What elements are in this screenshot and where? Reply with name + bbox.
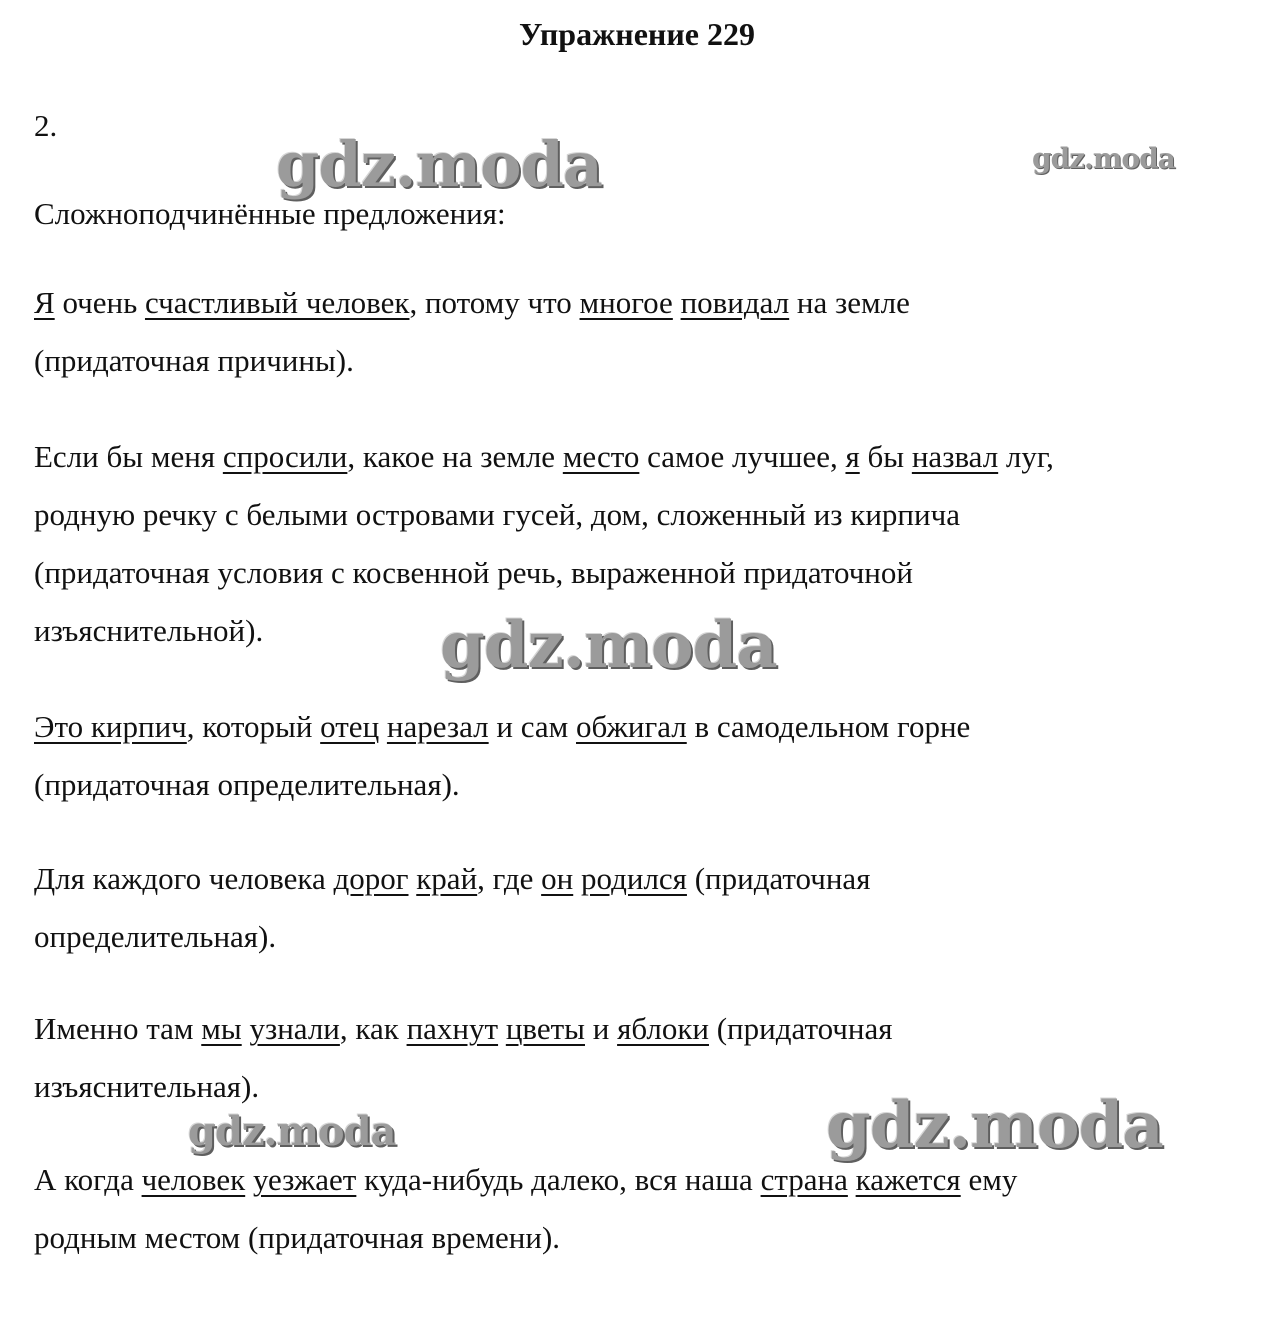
underlined-word: многое: [579, 285, 673, 320]
text-segment: [848, 1162, 856, 1197]
text-segment: [673, 285, 681, 320]
text-segment: (придаточная определительная).: [34, 767, 460, 802]
text-line: [34, 698, 1234, 756]
underlined-word: он: [541, 861, 574, 896]
text-line: [34, 274, 1234, 332]
text-line: [34, 850, 1234, 908]
text-segment: куда-нибудь далеко, вся наша: [356, 1162, 761, 1197]
text-segment: [245, 1162, 253, 1197]
text-line: [34, 1058, 1234, 1116]
underlined-word: пахнут: [406, 1011, 499, 1046]
text-segment: , как: [339, 1011, 407, 1046]
text-segment: и: [585, 1011, 618, 1046]
underlined-word: Я: [34, 285, 55, 320]
text-line: [34, 544, 1234, 602]
underlined-word: кажется: [855, 1162, 961, 1197]
underlined-word: счастливый человек: [144, 285, 410, 320]
underlined-word: отец: [320, 709, 380, 744]
watermark-logo: gdz.moda: [1032, 142, 1175, 175]
exercise-title: Упражнение 229: [518, 16, 755, 52]
text-segment: изъяснительной).: [34, 613, 264, 648]
sentence-1: [34, 274, 1234, 390]
text-segment: [498, 1011, 506, 1046]
text-segment: родную речку с белыми островами гусей, дом, сложенный из кирпича: [34, 497, 960, 532]
text-line: [34, 486, 1234, 544]
text-line: [34, 602, 1234, 660]
watermark-logo: gdz.moda: [440, 608, 777, 683]
underlined-word: человек: [141, 1162, 246, 1197]
text-segment: луг,: [998, 439, 1054, 474]
text-segment: самое лучшее,: [639, 439, 846, 474]
text-line: [34, 428, 1234, 486]
underlined-word: я: [845, 439, 860, 474]
underlined-word: назвал: [911, 439, 999, 474]
text-segment: ему: [960, 1162, 1018, 1197]
watermark-logo: gdz.moda: [188, 1108, 396, 1155]
underlined-word: Это кирпич: [34, 709, 187, 744]
text-segment: А когда: [34, 1162, 142, 1197]
sentence-3: [34, 698, 1234, 814]
section-heading: Сложноподчинённые предложения:: [34, 196, 506, 231]
text-line: [34, 908, 1234, 966]
text-segment: изъяснительная).: [34, 1069, 260, 1104]
underlined-word: узнали: [249, 1011, 340, 1046]
text-segment: (придаточная условия с косвенной речь, выраженной придаточной: [34, 555, 913, 590]
text-segment: Для каждого человека: [34, 861, 334, 896]
sentence-5: [34, 1000, 1234, 1116]
underlined-word: спросили: [222, 439, 348, 474]
text-segment: [573, 861, 581, 896]
task-number: 2.: [34, 108, 58, 143]
text-segment: и сам: [488, 709, 577, 744]
watermark-logo: gdz.moda: [826, 1088, 1163, 1163]
text-segment: родным местом (придаточная времени).: [34, 1220, 561, 1255]
text-segment: (придаточная: [708, 1011, 893, 1046]
text-line: [34, 1209, 1234, 1267]
sentence-2: [34, 428, 1234, 660]
underlined-word: край: [416, 861, 478, 896]
underlined-word: мы: [201, 1011, 242, 1046]
underlined-word: дорог: [333, 861, 409, 896]
text-segment: Если бы меня: [34, 439, 223, 474]
text-segment: , потому что: [409, 285, 580, 320]
text-segment: определительная).: [34, 919, 277, 954]
text-line: [34, 332, 1234, 390]
text-segment: (придаточная: [686, 861, 871, 896]
text-segment: , где: [477, 861, 542, 896]
underlined-word: повидал: [680, 285, 790, 320]
text-segment: на земле: [789, 285, 910, 320]
text-segment: (придаточная причины).: [34, 343, 354, 378]
underlined-word: место: [562, 439, 640, 474]
underlined-word: страна: [760, 1162, 848, 1197]
text-segment: , который: [186, 709, 321, 744]
sentence-4: [34, 850, 1234, 966]
text-segment: в самодельном горне: [686, 709, 971, 744]
text-segment: очень: [54, 285, 145, 320]
underlined-word: родился: [580, 861, 687, 896]
underlined-word: яблоки: [617, 1011, 709, 1046]
underlined-word: обжигал: [576, 709, 687, 744]
text-line: [34, 1151, 1234, 1209]
sentence-6: [34, 1151, 1234, 1267]
underlined-word: цветы: [505, 1011, 585, 1046]
text-line: [34, 756, 1234, 814]
text-segment: бы: [859, 439, 912, 474]
underlined-word: уезжает: [252, 1162, 357, 1197]
text-segment: Именно там: [34, 1011, 202, 1046]
text-line: [34, 1000, 1234, 1058]
underlined-word: нарезал: [386, 709, 489, 744]
watermark-logo: gdz.moda: [276, 128, 602, 201]
text-segment: , какое на земле: [347, 439, 563, 474]
text-segment: [379, 709, 387, 744]
